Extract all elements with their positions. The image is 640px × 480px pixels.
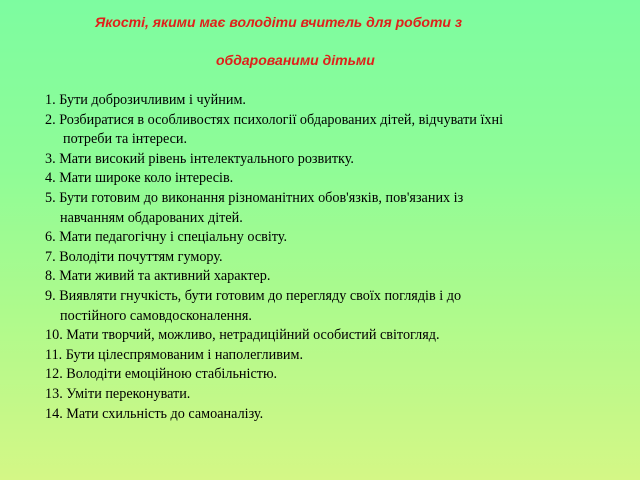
- list-item: [45, 169, 625, 189]
- item-text: Виявляти гнучкість, бути готовим до перегляду своїх поглядів і до: [59, 287, 462, 304]
- title-line-1: Якості, якими має володіти вчитель для роботи з: [95, 14, 462, 30]
- list-item: [45, 150, 625, 170]
- item-number: 4.: [45, 170, 56, 187]
- item-text: Уміти переконувати.: [66, 385, 191, 402]
- item-number: 7.: [45, 248, 56, 265]
- list-item: [45, 405, 625, 425]
- item-text: Мати живий та активний характер.: [59, 268, 271, 285]
- list-item: [45, 111, 625, 150]
- item-number: 11.: [45, 346, 63, 363]
- item-number: 1.: [45, 92, 56, 108]
- item-text-continuation: постійного самовдосконалення.: [60, 307, 252, 324]
- item-text: Мати творчий, можливо, нетрадиційний особистий світогляд.: [66, 327, 440, 344]
- item-text-continuation: потреби та інтереси.: [63, 131, 188, 148]
- list-item: [45, 267, 625, 287]
- item-number: 12.: [45, 366, 63, 383]
- item-text: Володіти почуттям гумору.: [59, 248, 223, 265]
- item-number: 14.: [45, 405, 63, 422]
- item-number: 8.: [45, 268, 56, 285]
- list-item: [45, 228, 625, 248]
- list-item: [45, 248, 625, 268]
- item-text: Бути доброзичливим і чуйним.: [59, 92, 246, 108]
- item-text: Мати високий рівень інтелектуального розвитку.: [59, 150, 354, 167]
- list-item: [45, 91, 625, 111]
- item-text: Володіти емоційною стабільністю.: [66, 366, 278, 383]
- title-line-2: обдарованими дітьми: [216, 52, 375, 68]
- item-text: Бути готовим до виконання різноманітних обов'язків, пов'язаних із: [59, 189, 464, 206]
- item-number: 3.: [45, 150, 56, 167]
- list-item: [45, 287, 625, 326]
- list-item: [45, 346, 625, 366]
- item-text: Розбиратися в особливостях психології обдарованих дітей, відчувати їхні: [59, 111, 504, 128]
- item-text: Мати схильність до самоаналізу.: [66, 405, 264, 422]
- list-item: [45, 189, 625, 228]
- list-item: [45, 385, 625, 405]
- item-text: Мати педагогічну і спеціальну освіту.: [59, 229, 288, 246]
- item-text-continuation: навчанням обдарованих дітей.: [60, 209, 243, 226]
- item-number: 5.: [45, 189, 56, 206]
- item-number: 9.: [45, 287, 56, 304]
- list-item: [45, 365, 625, 385]
- item-text: Бути цілеспрямованим і наполегливим.: [65, 346, 304, 363]
- qualities-list: [45, 91, 625, 424]
- item-text: Мати широке коло інтересів.: [59, 170, 234, 187]
- item-number: 13.: [45, 385, 63, 402]
- item-number: 6.: [45, 229, 56, 246]
- item-number: 10.: [45, 327, 63, 344]
- list-item: [45, 326, 625, 346]
- item-number: 2.: [45, 111, 56, 128]
